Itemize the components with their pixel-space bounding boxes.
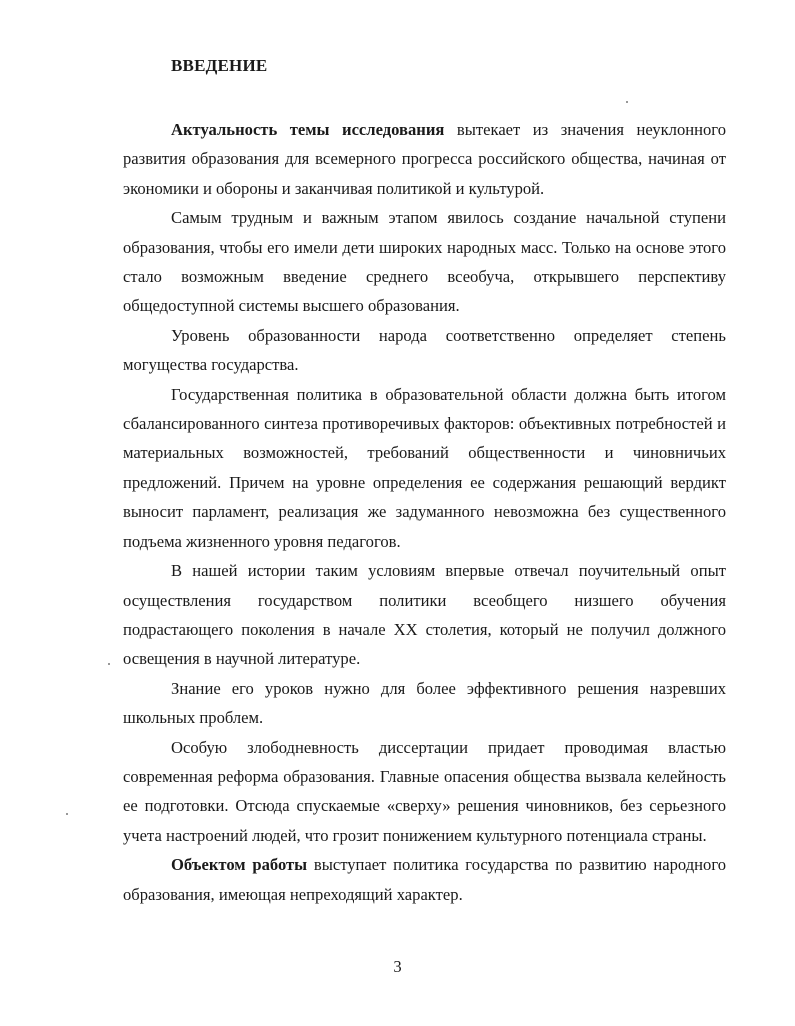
page-heading: ВВЕДЕНИЕ: [171, 56, 268, 75]
paragraph-lead-bold: Объектом работы: [171, 855, 308, 875]
paragraph: [123, 556, 726, 674]
page-number: 3: [393, 957, 402, 976]
paragraph: [123, 674, 726, 733]
body-text: [123, 115, 726, 909]
paragraph-object: [123, 850, 726, 909]
paragraph: [123, 380, 726, 556]
paragraph-text: выступает политика государства по развитию народного образования, имеющая непреходящий характер.: [123, 855, 727, 904]
paragraph-text: Самым трудным и важным этапом явилось создание начальной ступени образования, чтобы его имели дети широких народных масс. Только на основе этого стало возможным введение среднего всеобуча, открывшего перспективу общедоступной системы высшего образования.: [123, 208, 726, 316]
paragraph-text: Знание его уроков нужно для более эффективного решения назревших школьных проблем.: [123, 678, 726, 728]
scan-speck: [626, 101, 628, 103]
paragraph-text: Государственная политика в образовательной области должна быть итогом сбалансированного синтеза противоречивых факторов: объективных потребностей и материальных возможностей, требований общественности и чиновничьих предложений. Причем на уровне определения ее содержания решающий вердикт выносит парламент, реализация же задуманного невозможна без существенного подъема жизненного уровня педагогов.: [123, 384, 726, 551]
paragraph-text: В нашей истории таким условиям впервые отвечал поучительный опыт осуществления государством политики всеобщего низшего обучения подрастающего поколения в начале XX столетия, который не получил должного освещения в научной литературе.: [123, 561, 726, 669]
paragraph: [123, 321, 726, 380]
paragraph-relevance: [123, 115, 726, 203]
paragraph-lead-bold: Актуальность темы исследования: [171, 120, 445, 139]
scan-speck: [108, 663, 110, 665]
paragraph: [123, 203, 726, 321]
paragraph: [123, 733, 726, 851]
paragraph-text: Особую злободневность диссертации придает проводимая властью современная реформа образования. Главные опасения общества вызвала келейность ее подготовки. Отсюда спускаемые «сверху» решения чиновников, без серьезного учета настроений людей, что грозит понижением культурного потенциала страны.: [123, 737, 726, 845]
paragraph-text: Уровень образованности народа соответственно определяет степень могущества государства.: [123, 325, 726, 375]
scan-speck: [66, 813, 68, 815]
paragraph-text: вытекает из значения неуклонного развития образования для всемерного прогресса российского общества, начиная от экономики и обороны и заканчивая политикой и культурой.: [123, 120, 726, 198]
